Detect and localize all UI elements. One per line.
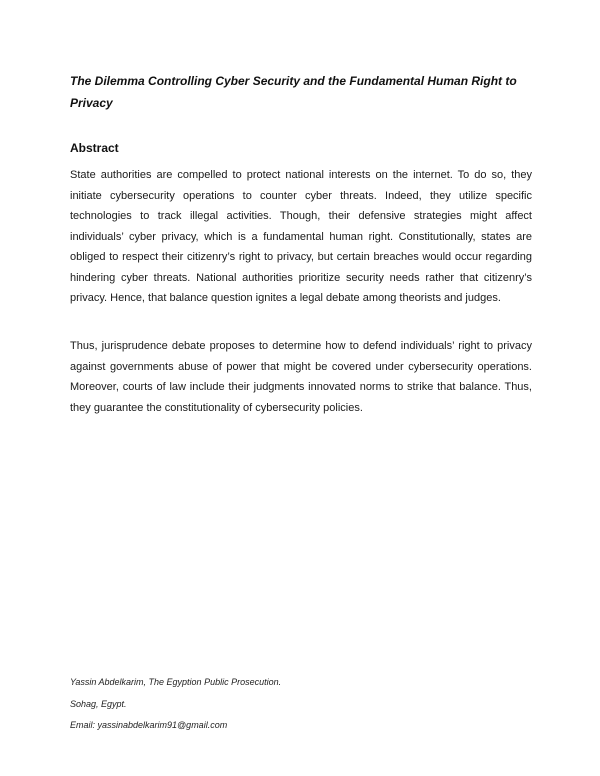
author-affiliation: Yassin Abdelkarim, The Egyption Public Prosecution. [70,677,282,687]
author-location: Sohag, Egypt. [70,699,127,709]
abstract-paragraph-2: Thus, jurisprudence debate proposes to determine how to defend individuals’ right to privacy against governments abuse of power that might be covered under cybersecurity operations. Moreover, courts of law include their judgments innovated norms to strike that balance. Thus, they guarantee the constitutionality of cybersecurity policies. [70,340,532,414]
abstract-paragraph-1: State authorities are compelled to protect national interests on the internet. To do so, they initiate cybersecurity operations to counter cyber threats. Indeed, they utilize specific technologies to track illegal activities. Though, their defensive strategies might affect individuals’ cyber privacy, which is a fundamental human right. Constitutionally, states are obliged to respect their citizenry’s right to privacy, but certain breaches would occur regarding hindering cyber threats. National authorities prioritize security needs rather that citizenry’s privacy. Hence, that balance question ignites a legal debate among theorists and judges. [70,169,532,304]
author-email: Email: yassinabdelkarim91@gmail.com [70,720,228,730]
paper-title: The Dilemma Controlling Cyber Security and the Fundamental Human Right to Privacy [70,74,517,110]
abstract-heading: Abstract [70,141,119,155]
